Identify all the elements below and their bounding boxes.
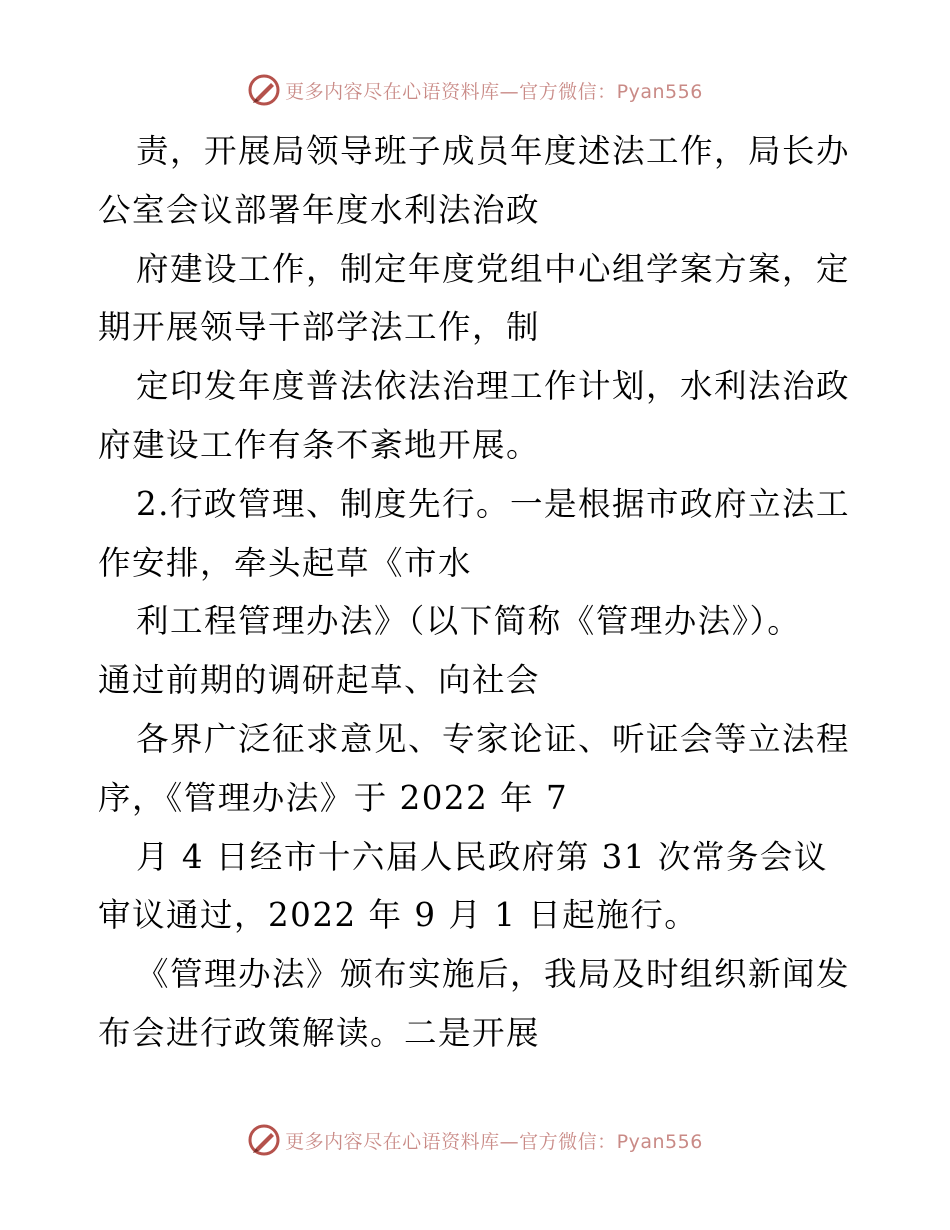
- body-line: 期开展领导干部学法工作，制: [98, 308, 541, 347]
- body-line: 公室会议部署年度水利法治政: [98, 190, 541, 229]
- pen-logo-icon: [247, 73, 281, 107]
- footer-watermark-text: 更多内容尽在心语资料库—官方微信：Pyan556: [285, 1130, 703, 1153]
- body-line: 各界广泛征求意见、专家论证、听证会等立法程: [136, 719, 851, 758]
- header-watermark: [0, 70, 950, 110]
- body-line: 定印发年度普法依法治理工作计划，水利法治政: [136, 367, 851, 406]
- body-line: 《管理办法》颁布实施后，我局及时组织新闻发: [136, 955, 851, 994]
- body-line: 审议通过，2022 年 9 月 1 日起施行。: [98, 896, 699, 935]
- body-line: 序，《管理办法》于 2022 年 7: [98, 778, 569, 817]
- body-line: 通过前期的调研起草、向社会: [98, 661, 541, 700]
- body-line: 府建设工作，制定年度党组中心组学案方案，定: [136, 249, 851, 288]
- body-line: 月 4 日经市十六届人民政府第 31 次常务会议: [136, 837, 828, 876]
- pen-logo-icon: [247, 1123, 281, 1157]
- body-line: 2.行政管理、制度先行。一是根据市政府立法工: [136, 484, 851, 523]
- header-watermark-text: 更多内容尽在心语资料库—官方微信：Pyan556: [285, 80, 703, 103]
- body-line: 利工程管理办法》（以下简称《管理办法》）。: [136, 602, 802, 641]
- body-line: 府建设工作有条不紊地开展。: [98, 425, 541, 464]
- document-body: [98, 122, 858, 1063]
- body-line: 布会进行政策解读。二是开展: [98, 1013, 541, 1052]
- body-line: 作安排，牵头起草《市水: [98, 543, 473, 582]
- footer-watermark: [0, 1120, 950, 1160]
- body-line: 责，开展局领导班子成员年度述法工作，局长办: [136, 132, 851, 170]
